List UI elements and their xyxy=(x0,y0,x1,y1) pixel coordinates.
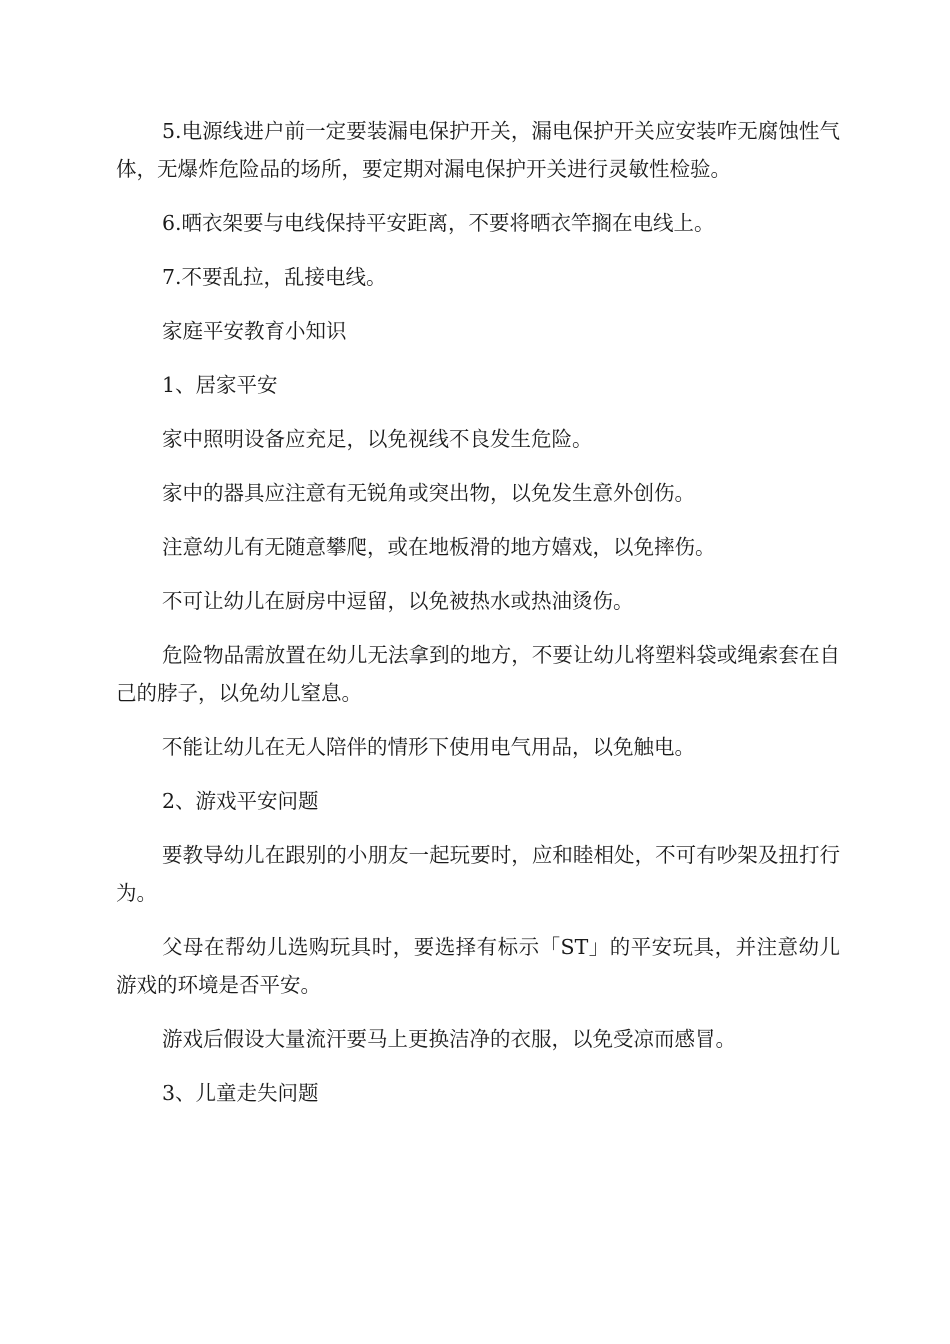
subheading-lost-children: 3、儿童走失问题 xyxy=(162,1081,319,1105)
paragraph-change-clothes: 游戏后假设大量流汗要马上更换洁净的衣服，以免受凉而感冒。 xyxy=(162,1027,736,1051)
paragraph-clothes-rack: 6.晒衣架要与电线保持平安距离，不要将晒衣竿搁在电线上。 xyxy=(162,211,715,235)
paragraph-electrical-appliances: 不能让幼儿在无人陪伴的情形下使用电气用品，以免触电。 xyxy=(162,735,695,759)
paragraph-no-messy-wiring: 7.不要乱拉，乱接电线。 xyxy=(162,265,387,289)
paragraph-climbing: 注意幼儿有无随意攀爬，或在地板滑的地方嬉戏，以免摔伤。 xyxy=(162,535,716,559)
paragraph-sharp-corners: 家中的器具应注意有无锐角或突出物，以免发生意外创伤。 xyxy=(162,481,695,505)
paragraph-kitchen: 不可让幼儿在厨房中逗留，以免被热水或热油烫伤。 xyxy=(162,589,634,613)
subheading-home-safety: 1、居家平安 xyxy=(162,373,278,397)
section-heading-family-safety: 家庭平安教育小知识 xyxy=(162,319,347,343)
document-body xyxy=(116,112,840,1128)
paragraph-get-along: 要教导幼儿在跟别的小朋友一起玩要时，应和睦相处，不可有吵架及扭打行为。 xyxy=(116,843,840,905)
subheading-play-safety: 2、游戏平安问题 xyxy=(162,789,319,813)
paragraph-safe-toys: 父母在帮幼儿选购玩具时，要选择有标示「ST」的平安玩具，并注意幼儿游戏的环境是否平安。 xyxy=(116,935,840,997)
paragraph-electric-protection-switch: 5.电源线进户前一定要装漏电保护开关，漏电保护开关应安装咋无腐蚀性气体，无爆炸危险品的场所，要定期对漏电保护开关进行灵敏性检验。 xyxy=(116,119,840,181)
paragraph-lighting: 家中照明设备应充足，以免视线不良发生危险。 xyxy=(162,427,593,451)
paragraph-dangerous-items: 危险物品需放置在幼儿无法拿到的地方，不要让幼儿将塑料袋或绳索套在自己的脖子，以免幼儿窒息。 xyxy=(116,643,840,705)
